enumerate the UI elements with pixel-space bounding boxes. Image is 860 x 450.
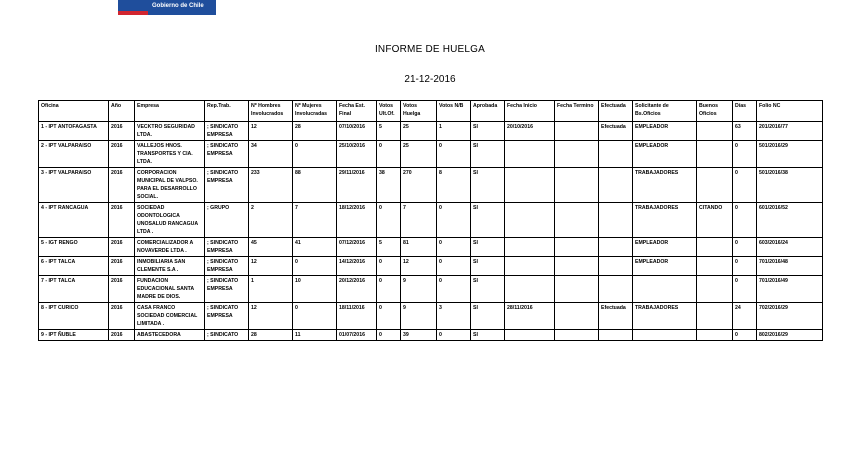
table-cell: 0 (437, 203, 471, 238)
table-cell: Efectuada (599, 122, 633, 141)
table-cell: 0 (377, 257, 401, 276)
column-header: Votos N/B (437, 101, 471, 122)
table-cell (505, 203, 555, 238)
table-cell (599, 238, 633, 257)
table-cell: 63 (733, 122, 757, 141)
table-cell: 0 (377, 330, 401, 341)
table-cell: 2016 (109, 122, 135, 141)
table-cell: 0 (733, 141, 757, 168)
table-row (39, 276, 823, 303)
table-cell: 701/2016/49 (757, 276, 823, 303)
table-cell: 18/11/2016 (337, 303, 377, 330)
table-cell: 8 - IPT CURICO (39, 303, 109, 330)
column-header: Aprobada (471, 101, 505, 122)
table-cell: 603/2016/24 (757, 238, 823, 257)
table-cell: 07/10/2016 (337, 122, 377, 141)
table-cell: 0 (437, 330, 471, 341)
table-cell (697, 122, 733, 141)
table-cell (599, 330, 633, 341)
table-cell: 233 (249, 168, 293, 203)
table-cell: 24 (733, 303, 757, 330)
table-cell: 9 - IPT ÑUBLE (39, 330, 109, 341)
table-cell: 1 (249, 276, 293, 303)
table-cell: ; GRUPO (205, 203, 249, 238)
table-cell: 20/12/2016 (337, 276, 377, 303)
table-cell: TRABAJADORES (633, 303, 697, 330)
logo-text: Gobierno de Chile (152, 3, 204, 9)
table-cell: 501/2016/38 (757, 168, 823, 203)
table-cell: ; SINDICATO EMPRESA (205, 238, 249, 257)
table-cell: 01/07/2016 (337, 330, 377, 341)
table-cell (555, 203, 599, 238)
table-cell: VECKTRO SEGURIDAD LTDA. (135, 122, 205, 141)
table-cell: 34 (249, 141, 293, 168)
column-header: Folio NC (757, 101, 823, 122)
table-cell: 0 (733, 276, 757, 303)
table-cell (505, 238, 555, 257)
table-cell: 45 (249, 238, 293, 257)
table-cell: 25/10/2016 (337, 141, 377, 168)
table-cell: 9 (401, 276, 437, 303)
header-row (39, 101, 823, 122)
table-cell: CITANDO (697, 203, 733, 238)
column-header: Votos Ult.Of. (377, 101, 401, 122)
table-cell: SI (471, 168, 505, 203)
table-cell: 39 (401, 330, 437, 341)
column-header: Nº Hombres Involucrados (249, 101, 293, 122)
table-cell: SI (471, 203, 505, 238)
table-cell: 10 (293, 276, 337, 303)
table-cell: 81 (401, 238, 437, 257)
table-cell: FUNDACION EDUCACIONAL SANTA MADRE DE DIOS. (135, 276, 205, 303)
column-header: Fecha Termino (555, 101, 599, 122)
table-row (39, 122, 823, 141)
table-cell: VALLEJOS HNOS. TRANSPORTES Y CIA. LTDA. (135, 141, 205, 168)
table-cell (599, 257, 633, 276)
table-cell: 2016 (109, 330, 135, 341)
table-cell: 7 (401, 203, 437, 238)
table-cell: 270 (401, 168, 437, 203)
report-date: 21-12-2016 (404, 74, 456, 85)
table-cell: 5 (377, 238, 401, 257)
table-cell (505, 141, 555, 168)
table-cell: INMOBILIARIA SAN CLEMENTE S.A . (135, 257, 205, 276)
report-title: INFORME DE HUELGA (374, 44, 486, 55)
table-cell: 802/2016/29 (757, 330, 823, 341)
table-cell: ; SINDICATO EMPRESA (205, 168, 249, 203)
column-header: Oficina (39, 101, 109, 122)
table-cell (697, 330, 733, 341)
table-cell (555, 141, 599, 168)
table-cell: EMPLEADOR (633, 238, 697, 257)
table-cell: 2016 (109, 238, 135, 257)
table-cell: ; SINDICATO EMPRESA (205, 122, 249, 141)
table-cell: 0 (437, 238, 471, 257)
table-cell: 38 (377, 168, 401, 203)
table-cell: 0 (733, 257, 757, 276)
table-cell: 25 (401, 122, 437, 141)
table-cell: 2016 (109, 257, 135, 276)
table-cell: 12 (249, 122, 293, 141)
table-row (39, 330, 823, 341)
table-row (39, 168, 823, 203)
table-cell (555, 303, 599, 330)
column-header: Año (109, 101, 135, 122)
logo-red-stripe (118, 11, 148, 15)
table-cell: ; SINDICATO EMPRESA (205, 303, 249, 330)
table-header (39, 101, 823, 122)
table-cell: SI (471, 122, 505, 141)
table-cell (505, 276, 555, 303)
table-cell: CASA FRANCO SOCIEDAD COMERCIAL LIMITADA . (135, 303, 205, 330)
table-cell: ; SINDICATO EMPRESA (205, 276, 249, 303)
table-cell: 0 (733, 238, 757, 257)
table-cell (697, 276, 733, 303)
table-cell: CORPORACION MUNICIPAL DE VALPSO. PARA EL DESARROLLO SOCIAL. (135, 168, 205, 203)
table-cell: 7 - IPT TALCA (39, 276, 109, 303)
table-cell: 1 (437, 122, 471, 141)
table-cell: 5 (377, 122, 401, 141)
table-cell: 2 - IPT VALPARAISO (39, 141, 109, 168)
table-cell (599, 168, 633, 203)
table-cell (505, 168, 555, 203)
table-cell: 88 (293, 168, 337, 203)
table-cell: 1 - IPT ANTOFAGASTA (39, 122, 109, 141)
table-cell: 8 (437, 168, 471, 203)
table-cell: EMPLEADOR (633, 257, 697, 276)
table-cell: 0 (437, 141, 471, 168)
table-cell (555, 238, 599, 257)
table-cell: 28 (249, 330, 293, 341)
column-header: Fecha Inicio (505, 101, 555, 122)
table-cell: 14/12/2016 (337, 257, 377, 276)
table-cell: SI (471, 303, 505, 330)
table-cell: 0 (293, 141, 337, 168)
table-cell (697, 257, 733, 276)
table-cell: 0 (437, 276, 471, 303)
table-cell: 0 (377, 141, 401, 168)
table-cell (697, 141, 733, 168)
table-cell (555, 257, 599, 276)
table-cell: 0 (293, 257, 337, 276)
table-cell (555, 168, 599, 203)
column-header: Votos Huelga (401, 101, 437, 122)
table-cell (599, 276, 633, 303)
table-cell: 2016 (109, 141, 135, 168)
table-cell: 2016 (109, 276, 135, 303)
table-cell: ; SINDICATO EMPRESA (205, 141, 249, 168)
table-cell: 20/10/2016 (505, 122, 555, 141)
table-cell: 18/12/2016 (337, 203, 377, 238)
table-cell (505, 257, 555, 276)
table-cell (633, 330, 697, 341)
table-row (39, 303, 823, 330)
table-cell (697, 238, 733, 257)
table-cell: SOCIEDAD ODONTOLOGICA UNOSALUD RANCAGUA LTDA . (135, 203, 205, 238)
table-cell: EMPLEADOR (633, 122, 697, 141)
table-cell: 3 - IPT VALPARAISO (39, 168, 109, 203)
table-cell: 12 (249, 303, 293, 330)
table-cell: 501/2016/29 (757, 141, 823, 168)
table-cell: 12 (401, 257, 437, 276)
column-header: Buenos Oficios (697, 101, 733, 122)
column-header: Rep.Trab. (205, 101, 249, 122)
table-cell (697, 168, 733, 203)
table-cell: TRABAJADORES (633, 203, 697, 238)
table-cell (555, 122, 599, 141)
table-cell: 25 (401, 141, 437, 168)
table-cell: 9 (401, 303, 437, 330)
table-cell: Efectuada (599, 303, 633, 330)
table-cell: 601/2016/52 (757, 203, 823, 238)
table-cell: 2016 (109, 203, 135, 238)
table-cell: 29/11/2016 (337, 168, 377, 203)
table-cell (633, 276, 697, 303)
table-cell: 0 (293, 303, 337, 330)
table-cell: 5 - IGT RENGO (39, 238, 109, 257)
table-cell: 0 (733, 203, 757, 238)
table-cell: COMERCIALIZADOR A NOVAVERDE LTDA . (135, 238, 205, 257)
table-cell: 701/2016/48 (757, 257, 823, 276)
column-header: Efectuada (599, 101, 633, 122)
table-cell: ; SINDICATO EMPRESA (205, 257, 249, 276)
table-cell (505, 330, 555, 341)
table-cell: 201/2016/77 (757, 122, 823, 141)
table-row (39, 203, 823, 238)
table-cell: ; SINDICATO (205, 330, 249, 341)
table-cell (599, 141, 633, 168)
table-cell: SI (471, 276, 505, 303)
table-cell: 0 (733, 330, 757, 341)
table-cell: TRABAJADORES (633, 168, 697, 203)
table-cell (555, 276, 599, 303)
table-cell: 0 (377, 276, 401, 303)
table-cell: 0 (377, 303, 401, 330)
table-cell: SI (471, 141, 505, 168)
table-cell: 12 (249, 257, 293, 276)
strike-report-table (38, 100, 823, 341)
column-header: Empresa (135, 101, 205, 122)
table-cell (599, 203, 633, 238)
table-cell: SI (471, 257, 505, 276)
table-cell: 28/11/2016 (505, 303, 555, 330)
column-header: Fecha Est. Final (337, 101, 377, 122)
table-row (39, 257, 823, 276)
table-body (39, 122, 823, 341)
table-cell: 28 (293, 122, 337, 141)
table-cell: 7 (293, 203, 337, 238)
table-cell: 0 (377, 203, 401, 238)
table-cell: 11 (293, 330, 337, 341)
table-cell: 4 - IPT RANCAGUA (39, 203, 109, 238)
table-cell (555, 330, 599, 341)
table-cell: 07/12/2016 (337, 238, 377, 257)
column-header: Solicitante de Bs.Oficios (633, 101, 697, 122)
table-cell: 6 - IPT TALCA (39, 257, 109, 276)
table-cell: 2016 (109, 303, 135, 330)
table-cell: 2 (249, 203, 293, 238)
table-cell: 3 (437, 303, 471, 330)
table-row (39, 141, 823, 168)
table-cell: 0 (437, 257, 471, 276)
table-cell (697, 303, 733, 330)
table-cell: SI (471, 330, 505, 341)
column-header: Días (733, 101, 757, 122)
column-header: Nº Mujeres Involucradas (293, 101, 337, 122)
table-cell: ABASTECEDORA (135, 330, 205, 341)
table-cell: 702/2016/29 (757, 303, 823, 330)
table-row (39, 238, 823, 257)
table-cell: 2016 (109, 168, 135, 203)
table-cell: EMPLEADOR (633, 141, 697, 168)
government-logo (118, 0, 216, 15)
table-cell: 0 (733, 168, 757, 203)
table-cell: 41 (293, 238, 337, 257)
table-cell: SI (471, 238, 505, 257)
